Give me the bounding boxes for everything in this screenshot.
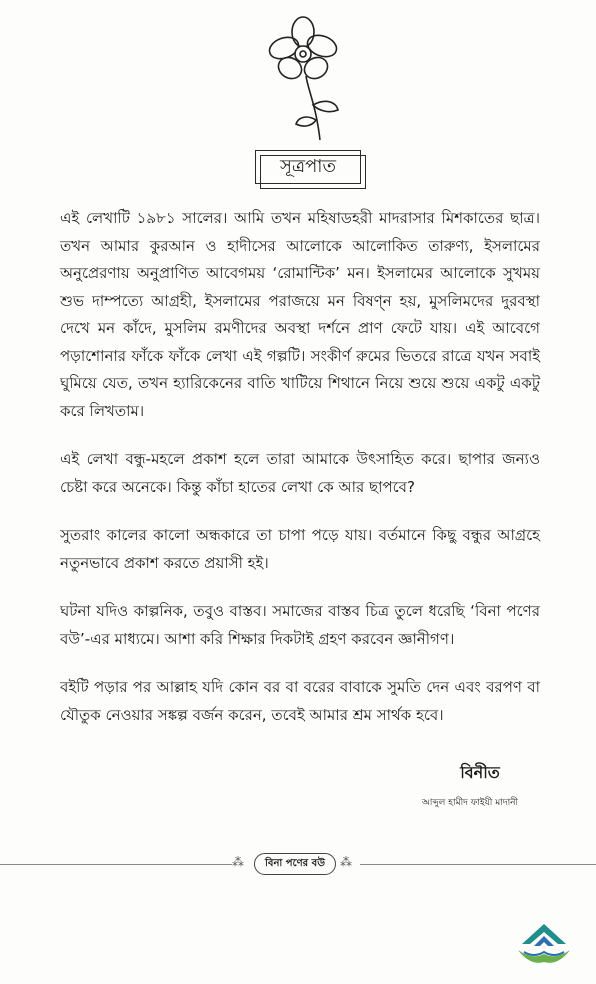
paragraph-1: এই লেখাটি ১৯৮১ সালের। আমি তখন মহিষাডহরী মাদরাসার মিশকাতের ছাত্র। তখন আমার কুরআন ও হাদীসের আলোকে আলোকিত তারুণ্য, ইসলামের অনুপ্রেরণায় অনুপ্রাণিত আবেগময় ‘রোমান্টিক’ মন। ইসলামের আলোকে সুখময় শুভ দাম্পত্যে আগ্রহী, ইসলামের পরাজয়ে মন বিষণ্ন হয়, মুসলিমদের দুরবস্থা দেখে মন কাঁদে, মুসলিম রমণীদের অবস্থা দর্শনে প্রাণ ফেটে যায়। এই আবেগে পড়াশোনার ফাঁকে ফাঁকে লেখা এই গল্পটি। সংকীর্ণ রুমের ভিতরে রাত্রে যখন সবাই ঘুমিয়ে যেত, তখন হ্যারিকেনের বাতি খাটিয়ে শিথানে নিয়ে শুয়ে শুয়ে একটু একটু করে লিখতাম।: [60, 209, 540, 420]
footer-band: [0, 845, 596, 885]
publisher-logo-icon: [512, 920, 576, 970]
section-title: সূত্রপাত: [255, 150, 361, 184]
paragraph-4: ঘটনা যদিও কাল্পনিক, তবুও বাস্তব। সমাজের বাস্তব চিত্র তুলে ধরেছি ‘বিনা পণের বউ’-এর মাধ্যমে। আশা করি শিক্ষার দিকটাই গ্রহণ করবেন জ্ঞানীগণ।: [60, 602, 540, 648]
paragraph-2: এই লেখা বন্ধু-মহলে প্রকাশ হলে তারা আমাকে উৎসাহিত করে। ছাপার জন্যও চেষ্টা করে অনেকে। কিন্তু কাঁচা হাতের লেখা কে আর ছাপবে?: [60, 450, 540, 496]
paragraph-5: বইটি পড়ার পর আল্লাহ যদি কোন বর বা বরের বাবাকে সুমতি দেন এবং বরপণ বা যৌতুক নেওয়ার সঙ্কল্প বর্জন করেন, তবেই আমার শ্রম সার্থক হবে।: [60, 678, 540, 724]
footer-book-title: বিনা পণের বউ: [254, 853, 336, 875]
signature-block: [380, 760, 560, 810]
footer-ornament-left-icon: ⁂: [232, 855, 244, 869]
signature-closing: বিনীত: [460, 763, 500, 782]
flower-illustration-icon: [258, 10, 348, 150]
footer-divider-right: [360, 864, 596, 865]
body-text: [60, 205, 540, 750]
paragraph-3: সুতরাং কালের কালো অন্ধকারে তা চাপা পড়ে যায়। বর্তমানে কিছু বন্ধুর আগ্রহে নতুনভাবে প্রকাশ করতে প্রয়াসী হই।: [60, 526, 540, 572]
footer-divider-left: [0, 864, 232, 865]
signature-author: আব্দুল হামীদ ফাইযী মাদানী: [421, 798, 519, 808]
footer-ornament-right-icon: ⁂: [340, 855, 352, 869]
